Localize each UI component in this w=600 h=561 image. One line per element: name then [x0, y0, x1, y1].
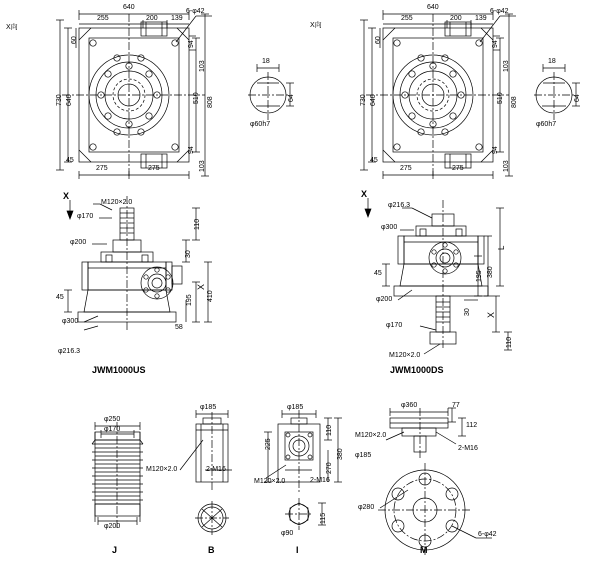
label-510-right: 510	[497, 92, 504, 104]
label-195-front-right: 195	[476, 270, 483, 282]
label-139-right: 139	[475, 15, 487, 22]
label-45-front-right: 45	[374, 270, 382, 277]
label-410-front-left: 410	[207, 290, 214, 302]
label-94-left-top: 94	[188, 40, 195, 48]
label-2m16-detail-b: 2-M16	[206, 466, 226, 473]
label-58-front-left: 58	[175, 324, 183, 331]
label-380-detail-i: 380	[337, 448, 344, 460]
label-6-phi42-detail-m: 6-φ42	[478, 531, 497, 538]
label-110-front-right: 110	[506, 336, 513, 348]
label-phi2163-front-right: φ216.3	[388, 202, 411, 209]
label-18-left: 18	[262, 58, 270, 65]
label-255-right: 255	[401, 15, 413, 22]
label-45-right: 45	[370, 157, 378, 164]
label-m120x20-detail-i: M120×2.0	[254, 478, 286, 485]
label-m120x20-detail-b: M120×2.0	[146, 466, 178, 473]
label-6-phi42-right: 6-φ42	[490, 8, 509, 15]
label-m120x20-detail-m: M120×2.0	[355, 432, 387, 439]
label-275-left-b: 275	[148, 165, 160, 172]
label-200-right: 200	[450, 15, 462, 22]
label-808-left: 808	[207, 96, 214, 108]
label-phi170-front-right: φ170	[386, 322, 403, 329]
label-510-left: 510	[193, 92, 200, 104]
label-64-right: 64	[574, 94, 581, 102]
label-60-left: 60	[71, 36, 78, 44]
label-phi170-detail-j: φ170	[104, 426, 121, 433]
label-275-right-b: 275	[452, 165, 464, 172]
label-112-detail-m: 112	[466, 422, 478, 429]
label-phi300-front-right: φ300	[381, 224, 398, 231]
label-94-right-bottom: 94	[492, 146, 499, 154]
label-x-axis-front-right: X	[486, 311, 496, 318]
detail-label-b: B	[208, 545, 215, 555]
label-x-direction-right: X向	[310, 22, 322, 29]
label-x-direction-left: X向	[6, 24, 18, 31]
label-18-right: 18	[548, 58, 556, 65]
label-2m16-detail-i: 2-M16	[310, 477, 330, 484]
label-phi200-detail-j: φ200	[104, 523, 121, 530]
label-x-axis-front-left: X	[196, 283, 206, 290]
label-m120x20-front-left: M120×2.0	[101, 199, 133, 206]
label-L-front-right: L	[497, 245, 506, 250]
label-110-front-left: 110	[194, 218, 201, 230]
detail-label-i: I	[296, 545, 299, 555]
label-section-x-left: X	[63, 191, 70, 201]
label-phi300-front-left: φ300	[62, 318, 79, 325]
label-808-right: 808	[511, 96, 518, 108]
label-m120x20-front-right: M120×2.0	[389, 352, 421, 359]
label-103-right-top: 103	[503, 60, 510, 72]
label-30-front-left: 30	[185, 250, 192, 258]
label-640-top-left: 640	[123, 4, 135, 11]
model-label-right: JWM1000DS	[390, 365, 444, 375]
label-77-detail-m: 77	[452, 402, 460, 409]
label-103-left-bottom: 103	[199, 160, 206, 172]
label-225-detail-i: 225	[265, 438, 272, 450]
label-255-left: 255	[97, 15, 109, 22]
label-phi2163-front-left: φ216.3	[58, 348, 81, 355]
label-730-left: 730	[56, 94, 63, 106]
label-94-left-bottom: 94	[188, 146, 195, 154]
label-phi185-detail-i: φ185	[287, 404, 304, 411]
label-6-phi42-left: 6-φ42	[186, 8, 205, 15]
model-label-left: JWM1000US	[92, 365, 146, 375]
label-phi170-front-left: φ170	[77, 213, 94, 220]
label-phi185-detail-m: φ185	[355, 452, 372, 459]
label-2m16-detail-m: 2-M16	[458, 445, 478, 452]
label-115-detail-i: 115	[320, 512, 327, 524]
label-110-detail-i: 110	[326, 424, 333, 436]
label-phi90-detail-i: φ90	[281, 530, 294, 537]
label-30-front-right: 30	[464, 308, 471, 316]
label-195-front-left: 195	[186, 294, 193, 306]
label-phi200-front-right: φ200	[376, 296, 393, 303]
label-section-x-right: X	[361, 189, 368, 199]
label-640-left-side: 640	[66, 94, 73, 106]
label-730-right: 730	[360, 94, 367, 106]
label-phi185-detail-b: φ185	[200, 404, 217, 411]
label-103-left-top: 103	[199, 60, 206, 72]
label-phi200-front-left: φ200	[70, 239, 87, 246]
label-45-front-left: 45	[56, 294, 64, 301]
label-103-right-bottom: 103	[503, 160, 510, 172]
label-phi280-detail-m: φ280	[358, 504, 375, 511]
label-phi60h7-left: φ60h7	[250, 121, 271, 128]
label-60-right: 60	[375, 36, 382, 44]
label-phi60h7-right: φ60h7	[536, 121, 557, 128]
label-200-left: 200	[146, 15, 158, 22]
label-640-right-side: 640	[370, 94, 377, 106]
label-94-right-top: 94	[492, 40, 499, 48]
label-275-left-a: 275	[96, 165, 108, 172]
label-64-left: 64	[288, 94, 295, 102]
label-139-left: 139	[171, 15, 183, 22]
label-380-front-right: 380	[487, 266, 494, 278]
detail-label-m: M	[420, 545, 428, 555]
label-270-detail-i: 270	[326, 462, 333, 474]
label-640-top-right: 640	[427, 4, 439, 11]
detail-label-j: J	[112, 545, 118, 555]
label-275-right-a: 275	[400, 165, 412, 172]
label-phi250-detail-j: φ250	[104, 416, 121, 423]
label-phi360-detail-m: φ360	[401, 402, 418, 409]
label-45-left: 45	[66, 157, 74, 164]
